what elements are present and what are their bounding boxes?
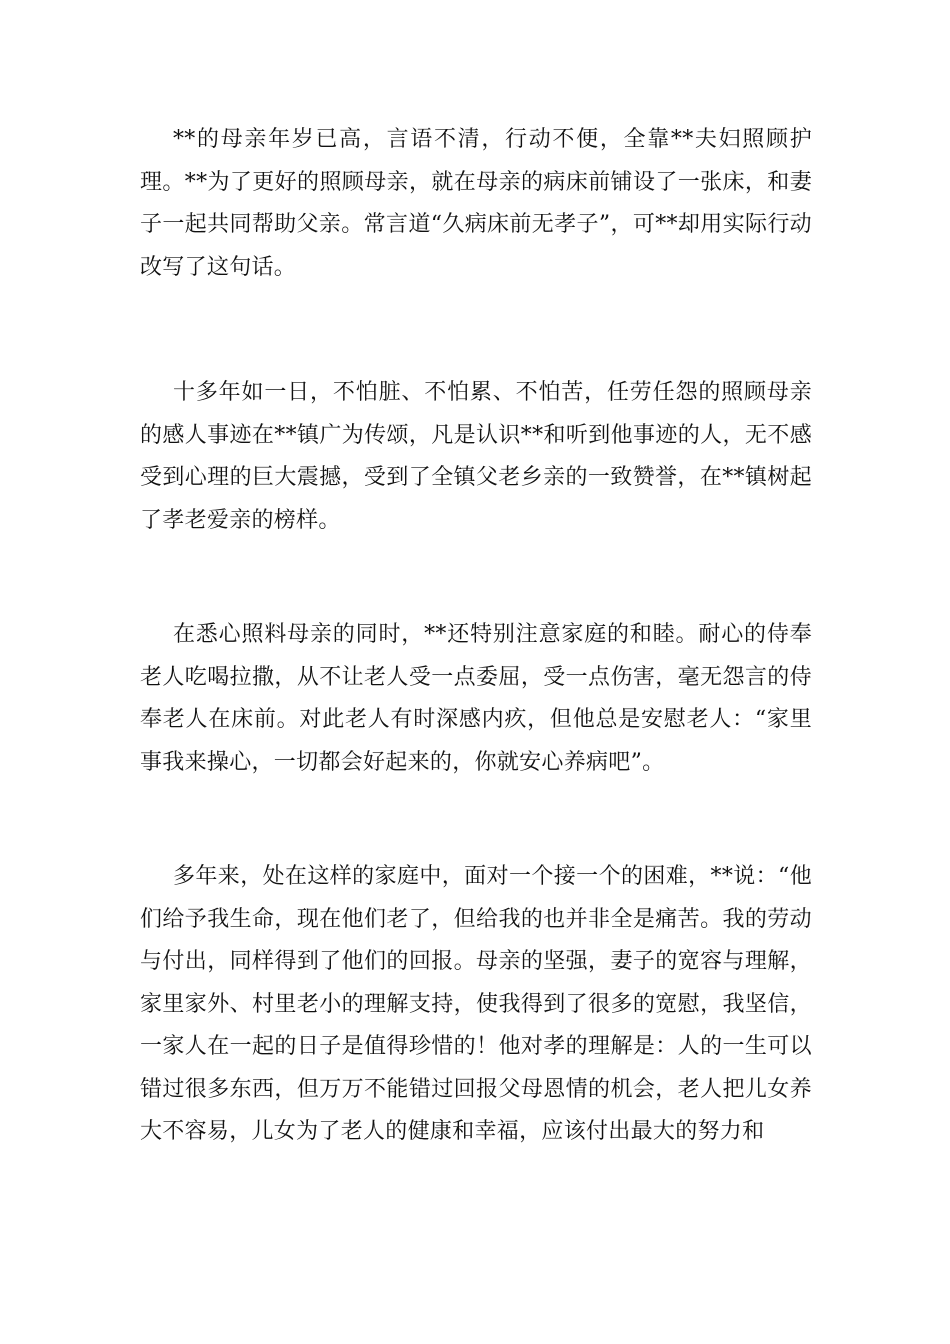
paragraph-2: 十多年如一日，不怕脏、不怕累、不怕苦，任劳任怨的照顾母亲的感人事迹在**镇广为传颂，凡是认识**和听到他事迹的人，无不感受到心理的巨大震撼，受到了全镇父老乡亲的一致赞誉，在**镇树起了孝老爱亲的榜样。 (140, 380, 812, 533)
paragraph-3: 在悉心照料母亲的同时，**还特别注意家庭的和睦。耐心的侍奉老人吃喝拉撒，从不让老人受一点委屈，受一点伤害，毫无怨言的侍奉老人在床前。对此老人有时深感内疚，但他总是安慰老人：“家里事我来操心，一切都会好起来的，你就安心养病吧”。 (140, 622, 812, 775)
paragraph-4: 多年来，处在这样的家庭中，面对一个接一个的困难，**说：“他们给予我生命，现在他们老了，但给我的也并非全是痛苦。我的劳动与付出，同样得到了他们的回报。母亲的坚强，妻子的宽容与理解，家里家外、村里老小的理解支持，使我得到了很多的宽慰，我坚信，一家人在一起的日子是值得珍惜的！他对孝的理解是：人的一生可以错过很多东西，但万万不能错过回报父母恩情的机会，老人把儿女养大不容易，儿女为了老人的健康和幸福，应该付出最大的努力和 (140, 864, 812, 1144)
paragraph-1: **的母亲年岁已高，言语不清，行动不便，全靠**夫妇照顾护理。**为了更好的照顾母亲，就在母亲的病床前铺设了一张床，和妻子一起共同帮助父亲。常言道“久病床前无孝子”，可**却用实际行动改写了这句话。 (140, 127, 812, 280)
